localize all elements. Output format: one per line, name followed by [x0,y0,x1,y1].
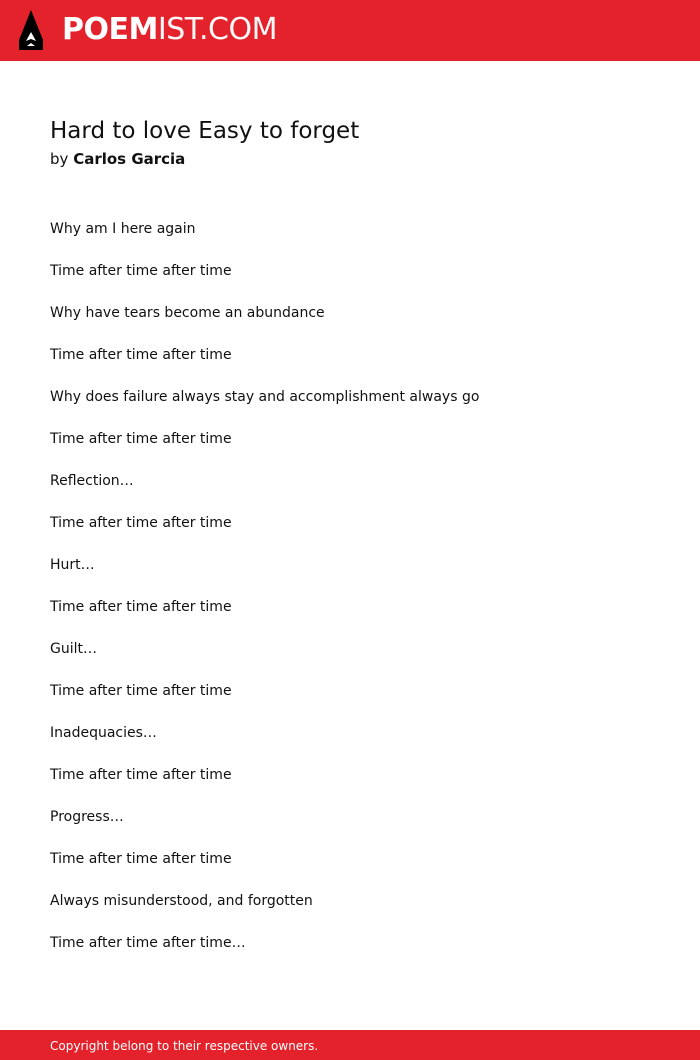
poem-line: Time after time after time [50,347,232,363]
byline [50,149,185,169]
poem-line: Why have tears become an abundance [50,305,325,321]
author-name: Carlos Garcia [73,150,186,168]
by-label: by [50,150,69,168]
copyright-notice: Copyright belong to their respective owners. [50,1039,319,1053]
poem-line: Inadequacies… [50,725,157,741]
poem-line: Time after time after time [50,683,232,699]
poem-body [50,219,670,975]
poem-line: Progress… [50,809,124,825]
poem-line: Always misunderstood, and forgotten [50,893,313,909]
poem-line: Why am I here again [50,221,196,237]
brand-name-light: IST.COM [157,12,277,47]
poem-line: Hurt… [50,557,95,573]
poem-line: Guilt… [50,641,97,657]
poem-line: Why does failure always stay and accomplishment always go [50,389,480,405]
site-footer [0,1030,700,1060]
site-header [0,0,700,61]
pencil-tip-icon [18,10,44,51]
poem-line: Reflection… [50,473,134,489]
poem-line: Time after time after time… [50,935,246,951]
poem-title: Hard to love Easy to forget [50,118,360,144]
brand-name[interactable] [62,12,277,48]
site-logo[interactable] [18,10,44,51]
brand-name-bold: POEM [62,12,158,47]
poem-line: Time after time after time [50,515,232,531]
poem-line: Time after time after time [50,599,232,615]
poem-line: Time after time after time [50,431,232,447]
poem-line: Time after time after time [50,851,232,867]
poem-line: Time after time after time [50,263,232,279]
poem-line: Time after time after time [50,767,232,783]
